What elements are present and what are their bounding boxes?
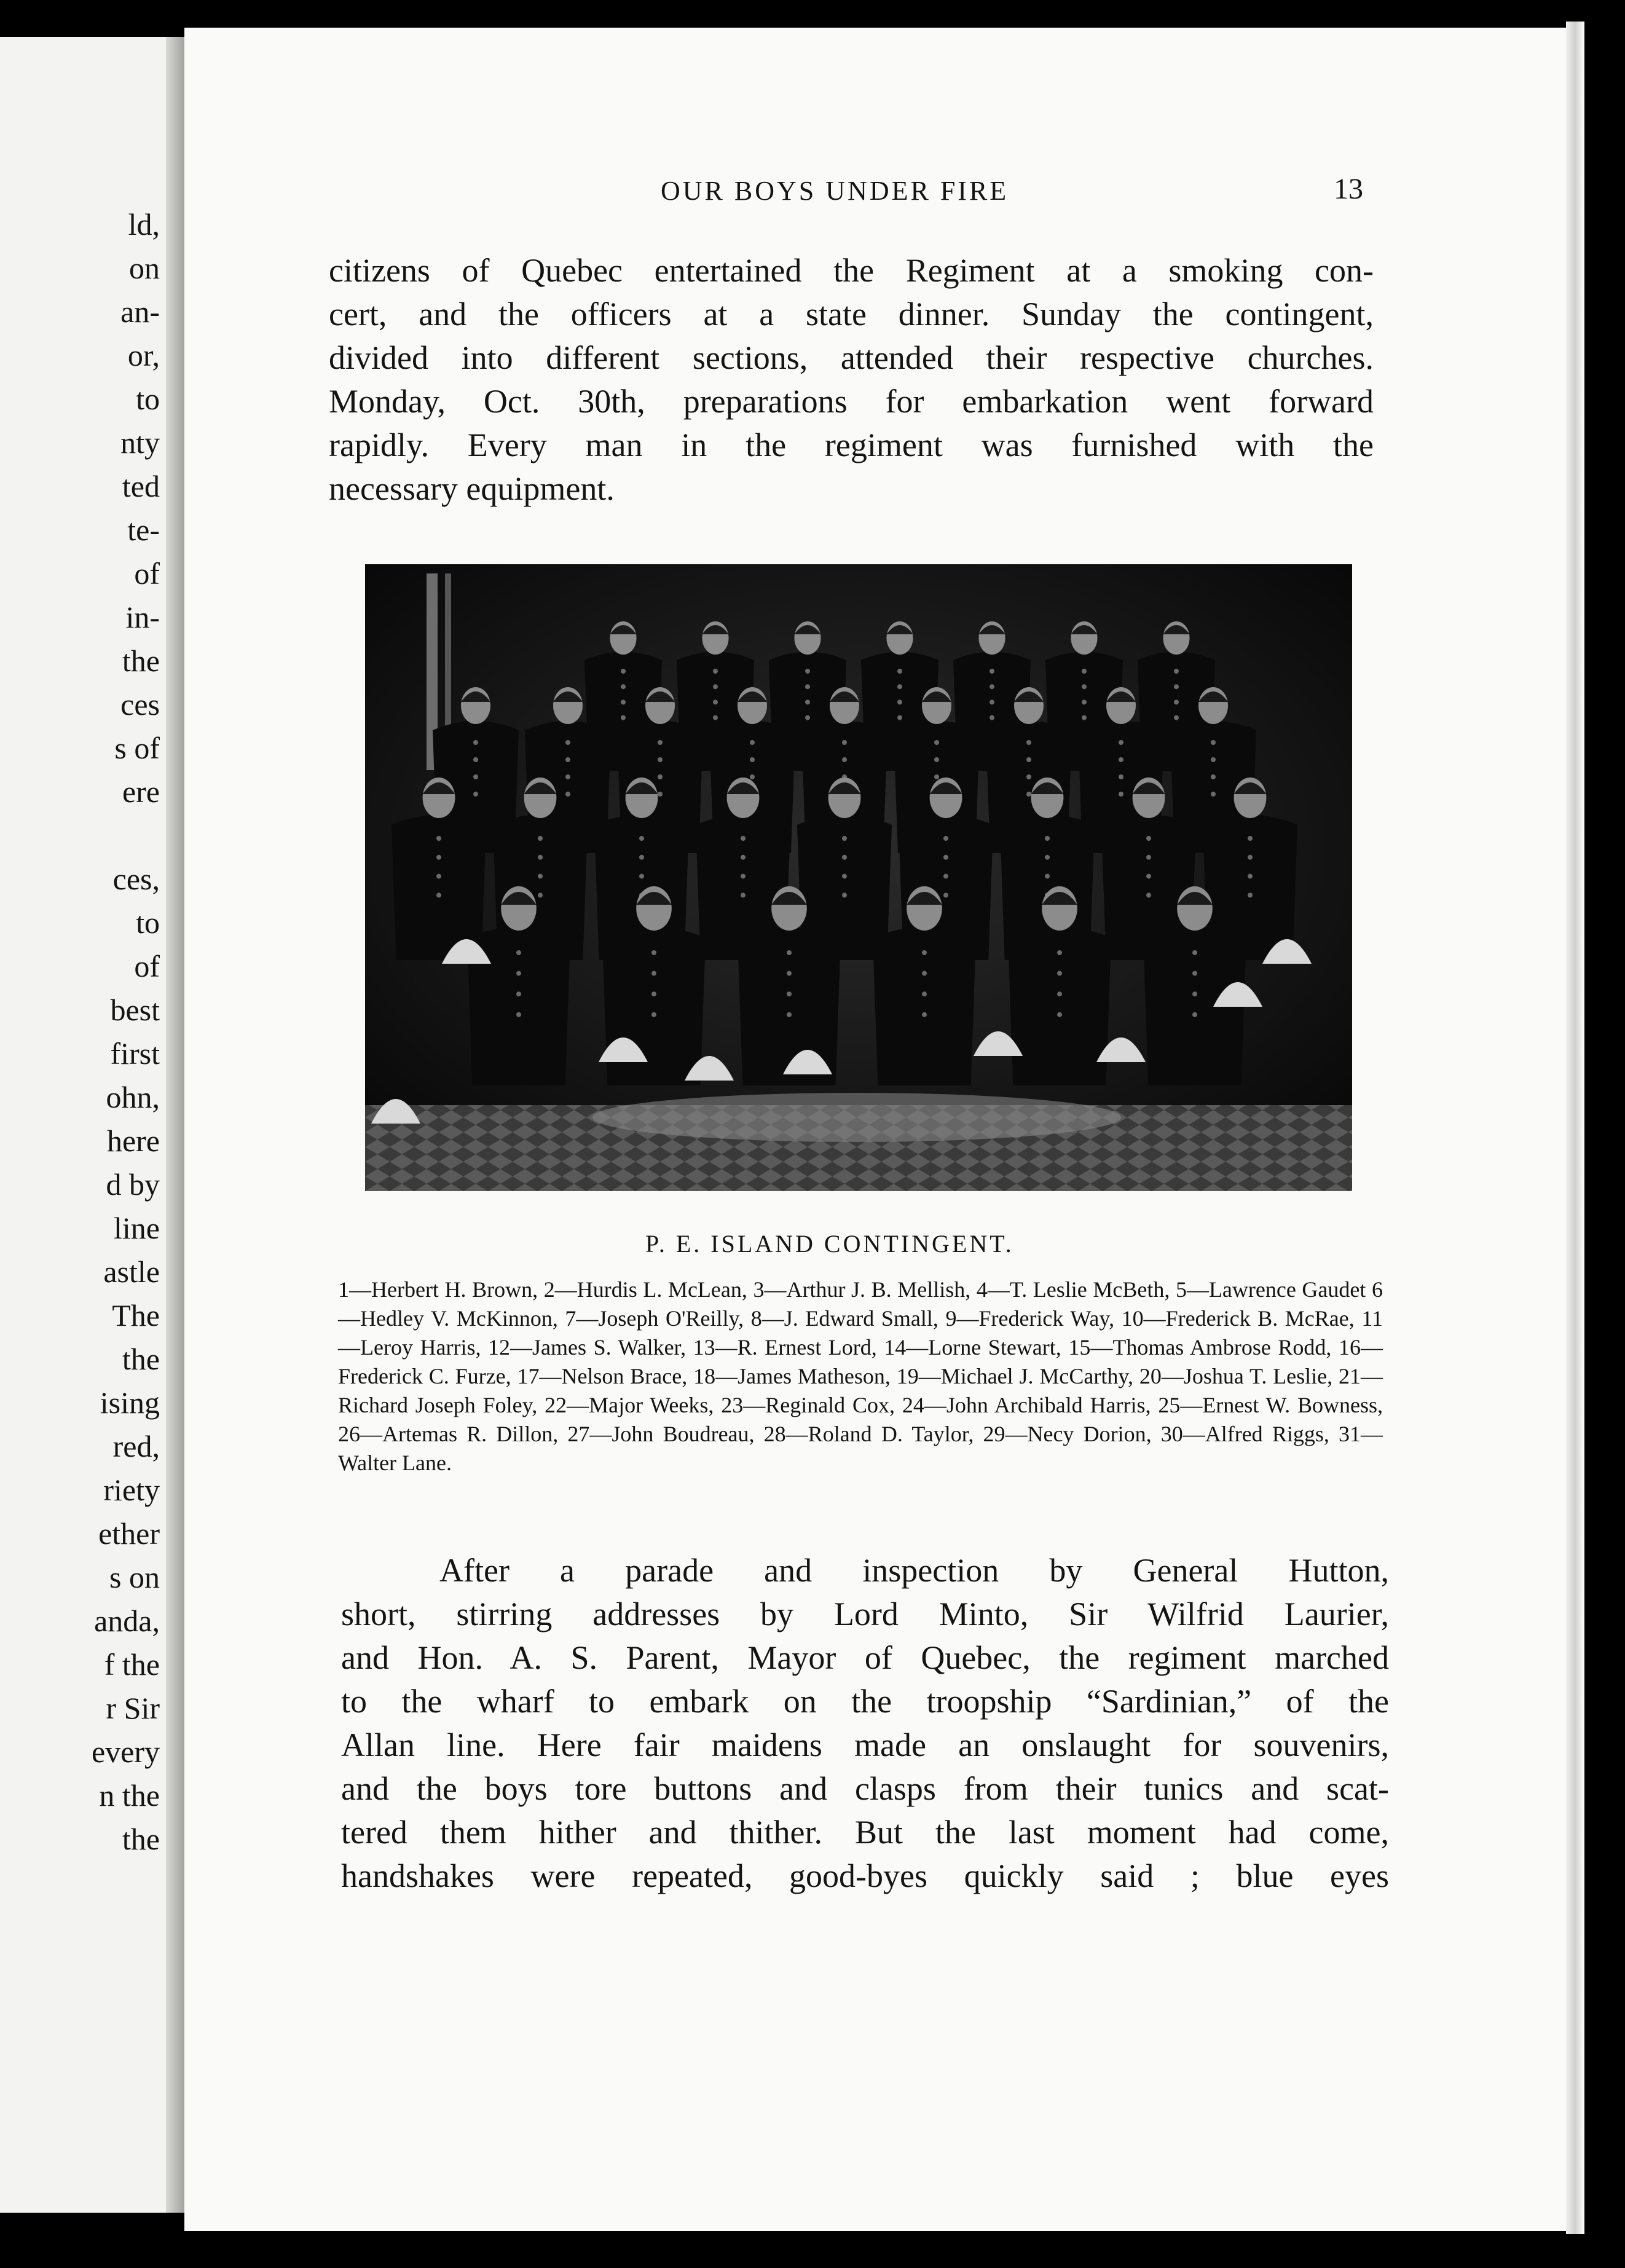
facing-page-line: ising	[100, 1385, 160, 1420]
facing-page-line: the	[122, 1822, 160, 1856]
facing-page-line: or,	[127, 338, 160, 372]
facing-page-line: of	[134, 556, 160, 591]
facing-page-line: best	[110, 993, 160, 1027]
text-line: and Hon. A. S. Parent, Mayor of Quebec, the regiment marched	[341, 1639, 1389, 1676]
facing-page-line: ere	[122, 774, 160, 809]
facing-page-line: every	[91, 1734, 160, 1769]
text-line: tered them hither and thither. But the last moment had come,	[341, 1814, 1389, 1851]
facing-page-line: f the	[104, 1647, 160, 1682]
text-line: After a parade and inspection by General Hutton,	[439, 1552, 1389, 1589]
facing-page-line: ted	[122, 469, 160, 503]
facing-page-line: ces,	[112, 862, 160, 896]
facing-page-line: s on	[109, 1560, 160, 1594]
facing-page-line: The	[112, 1298, 160, 1333]
text-line: and the boys tore buttons and clasps from their tunics and scat-	[341, 1770, 1389, 1807]
group-photograph	[365, 564, 1352, 1191]
facing-page-line: to	[136, 905, 160, 940]
text-line: cert, and the officers at a state dinner. Sunday the contingent,	[329, 296, 1374, 333]
text-line: rapidly. Every man in the regiment was furnished with the	[329, 427, 1374, 463]
facing-page-line: the	[122, 1342, 160, 1376]
facing-page-line: nty	[120, 425, 160, 460]
facing-page-line: riety	[103, 1473, 160, 1507]
facing-page-line: red,	[112, 1429, 160, 1463]
facing-page-line: first	[110, 1036, 160, 1071]
facing-page-line: te-	[127, 513, 160, 547]
facing-page-line: r Sir	[106, 1691, 160, 1725]
facing-page-line: to	[136, 382, 160, 416]
page-number: 13	[1334, 173, 1363, 205]
text-line: divided into different sections, attended their respective churches.	[329, 339, 1374, 376]
facing-page-text	[0, 203, 160, 1861]
facing-page-line: anda,	[94, 1604, 160, 1638]
text-line: Allan line. Here fair maidens made an onslaught for souvenirs,	[341, 1727, 1389, 1763]
text-line: handshakes were repeated, good-byes quickly said ; blue eyes	[341, 1857, 1389, 1894]
facing-page-line: astle	[103, 1254, 160, 1289]
facing-page-line: ces	[120, 687, 160, 722]
facing-page-line: ohn,	[106, 1080, 160, 1114]
facing-page-line: line	[114, 1211, 160, 1245]
photo-image	[365, 564, 1352, 1191]
facing-page-line	[0, 814, 160, 857]
facing-page-line: an-	[120, 294, 160, 329]
facing-page-line: the	[122, 644, 160, 678]
facing-page-line: on	[129, 251, 160, 285]
facing-page-line: n the	[99, 1778, 160, 1813]
facing-page-line: here	[106, 1124, 160, 1158]
facing-page-line: s of	[114, 731, 160, 765]
running-title: OUR BOYS UNDER FIRE	[661, 176, 1009, 206]
facing-page-line: in-	[125, 600, 160, 634]
page-edge	[1566, 22, 1584, 2234]
photo-caption-names: 1—Herbert H. Brown, 2—Hurdis L. McLean, 3—Arthur J. B. Mellish, 4—T. Leslie McBeth, 5—Lawrence Gaudet 6—Hedley V. McKinnon, 7—Joseph O'Reilly, 8—J. Edward Small, 9—Frederick Way, 10—Frederick B. McRae, 11—Leroy Harris, 12—James S. Walker, 13—R. Ernest Lord, 14—Lorne Stewart, 15—Thomas Ambrose Rodd, 16—Frederick C. Furze, 17—Nelson Brace, 18—James Matheson, 19—Michael J. McCarthy, 20—Joshua T. Leslie, 21—Richard Joseph Foley, 22—Major Weeks, 23—Reginald Cox, 24—John Archibald Harris, 25—Ernest W. Bowness, 26—Artemas R. Dillon, 27—John Boudreau, 28—Roland D. Taylor, 29—Necy Dorion, 30—Alfred Riggs, 31—Walter Lane.	[338, 1277, 1383, 1475]
facing-page-line: ether	[98, 1516, 160, 1551]
text-line: short, stirring addresses by Lord Minto, Sir Wilfrid Laurier,	[341, 1596, 1389, 1632]
text-line: Monday, Oct. 30th, preparations for embarkation went forward	[329, 383, 1374, 420]
text-line: to the wharf to embark on the troopship “Sardinian,” of the	[341, 1683, 1389, 1720]
facing-page-line: ld,	[128, 207, 160, 242]
photo-caption-title: P. E. ISLAND CONTINGENT.	[645, 1230, 1014, 1258]
text-line: citizens of Quebec entertained the Regiment at a smoking con-	[329, 252, 1374, 289]
paragraph-top	[329, 249, 1374, 511]
facing-page-line: d by	[106, 1167, 160, 1202]
text-line: necessary equipment.	[329, 470, 615, 507]
facing-page-line: of	[134, 949, 160, 983]
paragraph-bottom	[341, 1549, 1389, 1898]
